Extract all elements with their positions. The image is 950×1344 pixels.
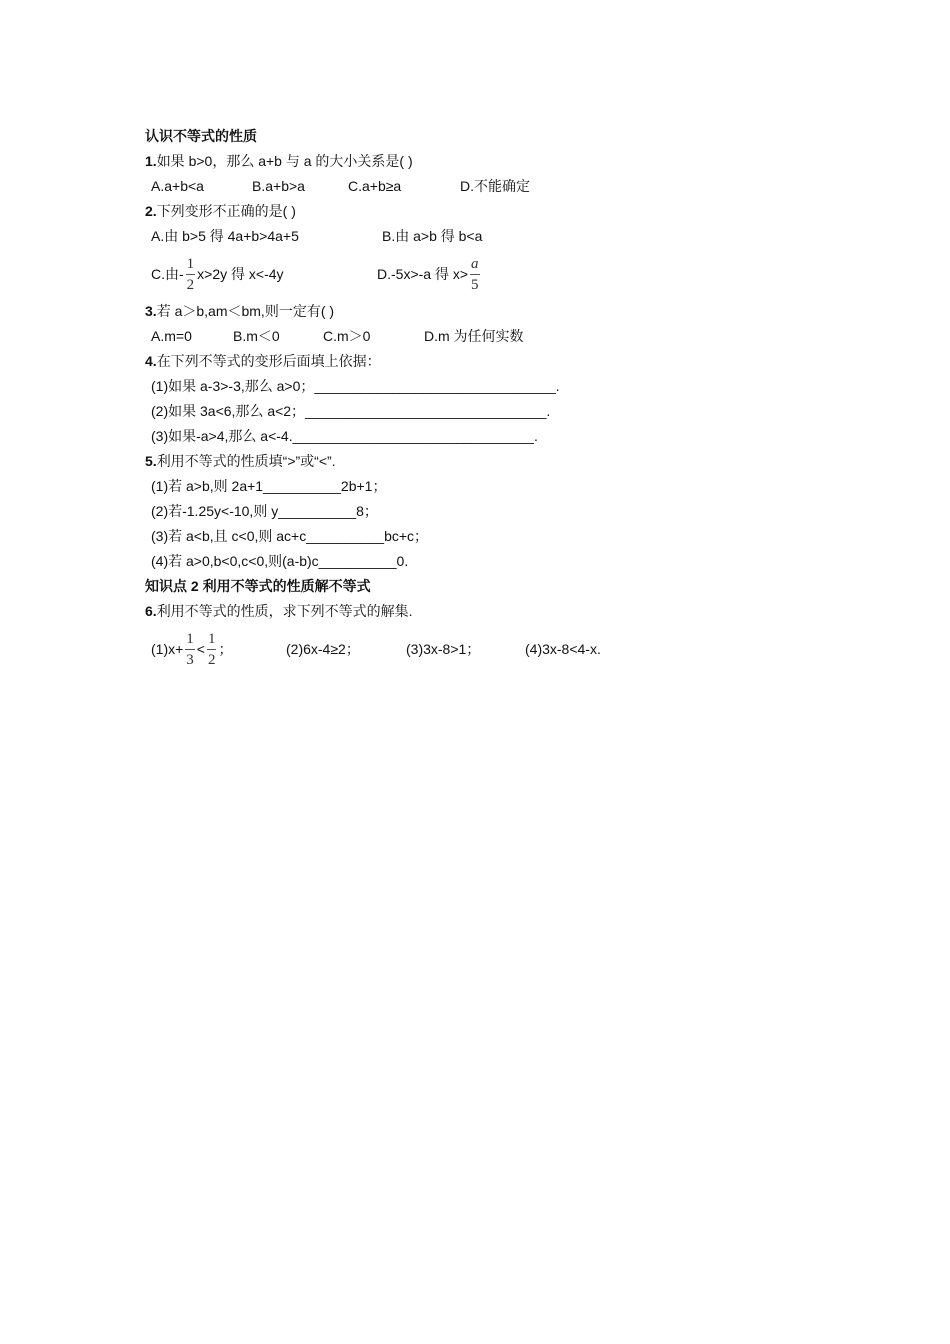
question-number: 6. xyxy=(145,603,157,619)
option-a: A.m=0 xyxy=(151,328,192,344)
part-1: (1)x+ $\frac{1}{3}$ < $\frac{1}{2}$ ； xyxy=(151,631,233,669)
question-2 xyxy=(145,199,665,224)
option-a: A.a+b<a xyxy=(151,178,204,194)
question-stem: 利用不等式的性质，求下列不等式的解集. xyxy=(156,603,413,619)
option-d: D.不能确定 xyxy=(460,178,530,194)
question-2-options-ab xyxy=(145,224,665,249)
option-d: D.m 为任何实数 xyxy=(424,328,524,344)
option-d: D.-5x>-a 得 x> $\frac{a}{5}$ xyxy=(377,256,479,294)
question-number: 2. xyxy=(145,203,157,219)
question-4-item-2: (2)如果 3a<6,那么 a<2；_______________________________. xyxy=(151,403,551,419)
option-c: C.a+b≥a xyxy=(348,178,402,194)
question-5-item-2: (2)若-1.25y<-10,则 y__________8； xyxy=(151,503,378,519)
question-6 xyxy=(145,599,665,624)
question-stem: 如果 b>0，那么 a+b 与 a 的大小关系是( ) xyxy=(156,153,413,169)
option-c: C.m＞0 xyxy=(323,328,371,344)
question-stem: 下列变形不正确的是( ) xyxy=(156,203,296,219)
option-b: B.由 a>b 得 b<a xyxy=(382,228,483,244)
question-number: 1. xyxy=(145,153,157,169)
fraction-one-third: $\frac{1}{3}$ xyxy=(186,631,194,669)
fraction-one-half: $\frac{1}{2}$ xyxy=(207,631,216,669)
section-title-properties: 认识不等式的性质 xyxy=(145,128,257,144)
question-5-item-3: (3)若 a<b,且 c<0,则 ac+c__________bc+c； xyxy=(151,528,429,544)
question-stem: 在下列不等式的变形后面填上依据： xyxy=(156,353,381,369)
question-number: 4. xyxy=(145,353,157,369)
question-number: 5. xyxy=(145,453,157,469)
question-3-options xyxy=(145,324,665,349)
question-5-item-1: (1)若 a>b,则 2a+1__________2b+1； xyxy=(151,478,387,494)
question-5 xyxy=(145,449,665,474)
question-5-item-4: (4)若 a>0,b<0,c<0,则(a-b)c__________0. xyxy=(151,553,409,569)
question-stem: 利用不等式的性质填“>”或“<”. xyxy=(156,453,336,469)
fraction-a-over-5: $\frac{a}{5}$ xyxy=(471,256,479,294)
fraction-one-half: $\frac{1}{2}$ xyxy=(186,256,195,294)
option-b: B.m＜0 xyxy=(233,328,280,344)
question-stem: 若 a＞b,am＜bm,则一定有( ) xyxy=(156,303,335,319)
option-a: A.由 b>5 得 4a+b>4a+5 xyxy=(151,228,299,244)
question-2-options-cd xyxy=(145,249,665,299)
question-number: 3. xyxy=(145,303,157,319)
option-b: B.a+b>a xyxy=(252,178,305,194)
question-1 xyxy=(145,149,665,174)
question-4-item-3: (3)如果-a>4,那么 a<-4._______________________________. xyxy=(151,428,538,444)
question-3 xyxy=(145,299,665,324)
option-c: C.由- $\frac{1}{2}$ x>2y 得 x<-4y xyxy=(151,256,284,294)
question-4-item-1: (1)如果 a-3>-3,那么 a>0；_______________________________. xyxy=(151,378,560,394)
part-2: (2)6x-4≥2； xyxy=(286,641,360,657)
section-title-solve: 知识点 2 利用不等式的性质解不等式 xyxy=(145,578,371,594)
part-3: (3)3x-8>1； xyxy=(406,641,481,657)
question-4 xyxy=(145,349,665,374)
question-6-parts xyxy=(145,624,665,674)
exercise-content xyxy=(145,124,665,674)
question-1-options xyxy=(145,174,665,199)
part-4: (4)3x-8<4-x. xyxy=(525,641,601,657)
